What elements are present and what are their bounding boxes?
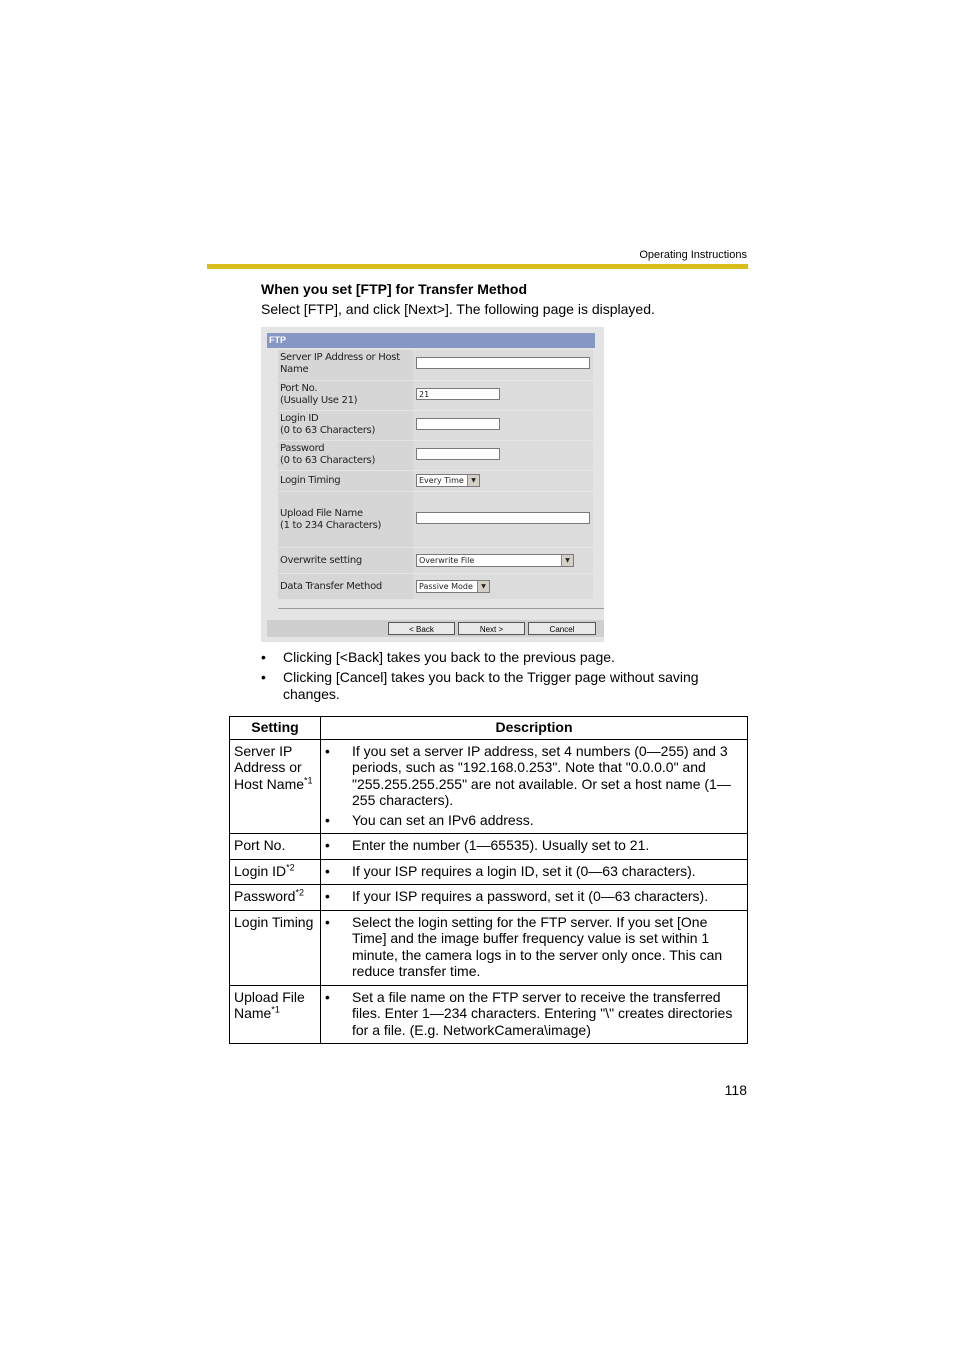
login-id-input[interactable] bbox=[416, 418, 500, 430]
overwrite-select[interactable]: Overwrite File ▼ bbox=[416, 554, 574, 567]
header-rule bbox=[207, 264, 748, 269]
table-header-row bbox=[230, 717, 748, 740]
field-row-port bbox=[278, 381, 593, 410]
table-row bbox=[230, 985, 748, 1044]
button-bar bbox=[267, 620, 604, 637]
table-row bbox=[230, 834, 748, 860]
description-cell bbox=[321, 885, 748, 911]
ftp-panel-title: FTP bbox=[267, 333, 595, 348]
password-input[interactable] bbox=[416, 448, 500, 460]
description-cell bbox=[321, 985, 748, 1044]
bullet-icon: • bbox=[325, 988, 330, 1005]
transfer-method-select[interactable]: Passive Mode ▼ bbox=[416, 580, 490, 593]
field-row-transfer-method bbox=[278, 574, 593, 599]
bullet-list bbox=[261, 649, 741, 706]
bullet-icon: • bbox=[325, 888, 330, 904]
bullet-icon: • bbox=[325, 837, 330, 853]
setting-cell: Login ID$^{*2}$ bbox=[230, 859, 321, 885]
field-row-server bbox=[278, 350, 593, 380]
bullet-icon: • bbox=[325, 742, 330, 759]
chevron-down-icon: ▼ bbox=[467, 475, 479, 486]
bullet-icon: • bbox=[325, 811, 330, 828]
field-row-password bbox=[278, 441, 593, 470]
column-header-description: Description bbox=[321, 717, 748, 740]
field-label: Port No. (Usually Use 21) bbox=[280, 383, 358, 406]
upload-file-name-input[interactable] bbox=[416, 512, 590, 524]
login-timing-select[interactable]: Every Time ▼ bbox=[416, 474, 480, 487]
server-address-input[interactable] bbox=[416, 357, 590, 369]
field-row-overwrite bbox=[278, 548, 593, 573]
settings-table bbox=[229, 716, 748, 1044]
ftp-settings-screenshot bbox=[261, 327, 604, 642]
description-item: • Set a file name on the FTP server to receive the transferred files. Enter 1—234 characters. Entering "\" creates directories for a file. (E.g. NetworkCamera\image) bbox=[325, 988, 733, 1038]
field-label: Password (0 to 63 Characters) bbox=[280, 443, 376, 466]
description-cell bbox=[321, 859, 748, 885]
footnote-marker: *1 bbox=[271, 1004, 280, 1015]
description-cell bbox=[321, 739, 748, 834]
field-label: Server IP Address or Host Name bbox=[280, 352, 400, 375]
table-row bbox=[230, 885, 748, 911]
description-item: • If you set a server IP address, set 4 numbers (0—255) and 3 periods, such as "192.168.0.253". Note that "0.0.0.0" and "255.255.255.255" are not available. Or set a host name (1—255 characters). bbox=[325, 742, 731, 808]
bullet-icon: • bbox=[325, 913, 330, 930]
description-item: • If your ISP requires a login ID, set it (0—63 characters). bbox=[325, 862, 696, 879]
field-label: Upload File Name (1 to 234 Characters) bbox=[280, 508, 382, 531]
field-row-login-id bbox=[278, 411, 593, 440]
setting-cell: Login Timing bbox=[230, 910, 321, 985]
bullet-icon: • bbox=[261, 649, 266, 665]
setting-cell: Upload File Name$^{*1}$ bbox=[230, 985, 321, 1044]
section-heading: When you set [FTP] for Transfer Method bbox=[261, 281, 528, 297]
field-row-upload-name bbox=[278, 492, 593, 547]
field-label: Login ID (0 to 63 Characters) bbox=[280, 413, 376, 436]
next-button[interactable]: Next > bbox=[458, 622, 525, 635]
description-item: • If your ISP requires a password, set it (0—63 characters). bbox=[325, 888, 709, 904]
table-row bbox=[230, 859, 748, 885]
bullet-icon: • bbox=[325, 862, 330, 879]
description-item: • You can set an IPv6 address. bbox=[325, 811, 534, 828]
footnote-marker: *2 bbox=[295, 887, 304, 898]
field-label: Login Timing bbox=[280, 475, 341, 486]
back-button[interactable]: < Back bbox=[388, 622, 455, 635]
description-item: • Select the login setting for the FTP server. If you set [One Time] and the image buffer frequency value is set within 1 minute, the camera logs in to the server only once. This can reduce transfer time. bbox=[325, 913, 723, 979]
intro-text: Select [FTP], and click [Next>]. The following page is displayed. bbox=[261, 301, 655, 317]
port-input[interactable]: 21 bbox=[416, 388, 500, 400]
table-row bbox=[230, 910, 748, 985]
description-cell bbox=[321, 910, 748, 985]
column-header-setting: Setting bbox=[230, 717, 321, 740]
footnote-marker: *2 bbox=[286, 861, 295, 872]
description-cell bbox=[321, 834, 748, 860]
list-item: • Clicking [Cancel] takes you back to the Trigger page without saving changes. bbox=[261, 669, 699, 702]
table-row bbox=[230, 739, 748, 834]
chevron-down-icon: ▼ bbox=[477, 581, 489, 592]
field-label: Data Transfer Method bbox=[280, 581, 382, 592]
description-item: • Enter the number (1—65535). Usually set to 21. bbox=[325, 837, 650, 853]
field-row-login-timing bbox=[278, 471, 593, 491]
setting-cell: Password$^{*2}$ bbox=[230, 885, 321, 911]
setting-cell: Port No. bbox=[230, 834, 321, 860]
setting-cell: Server IP Address or Host Name$^{*1}$ bbox=[230, 739, 321, 834]
chevron-down-icon: ▼ bbox=[561, 555, 573, 566]
field-label: Overwrite setting bbox=[280, 555, 362, 566]
page-number: 118 bbox=[724, 1082, 747, 1098]
footnote-marker: *1 bbox=[304, 774, 313, 785]
bullet-icon: • bbox=[261, 669, 266, 685]
header-label: Operating Instructions bbox=[639, 249, 747, 261]
divider bbox=[278, 608, 604, 609]
list-item: • Clicking [<Back] takes you back to the previous page. bbox=[261, 649, 615, 665]
cancel-button[interactable]: Cancel bbox=[528, 622, 596, 635]
